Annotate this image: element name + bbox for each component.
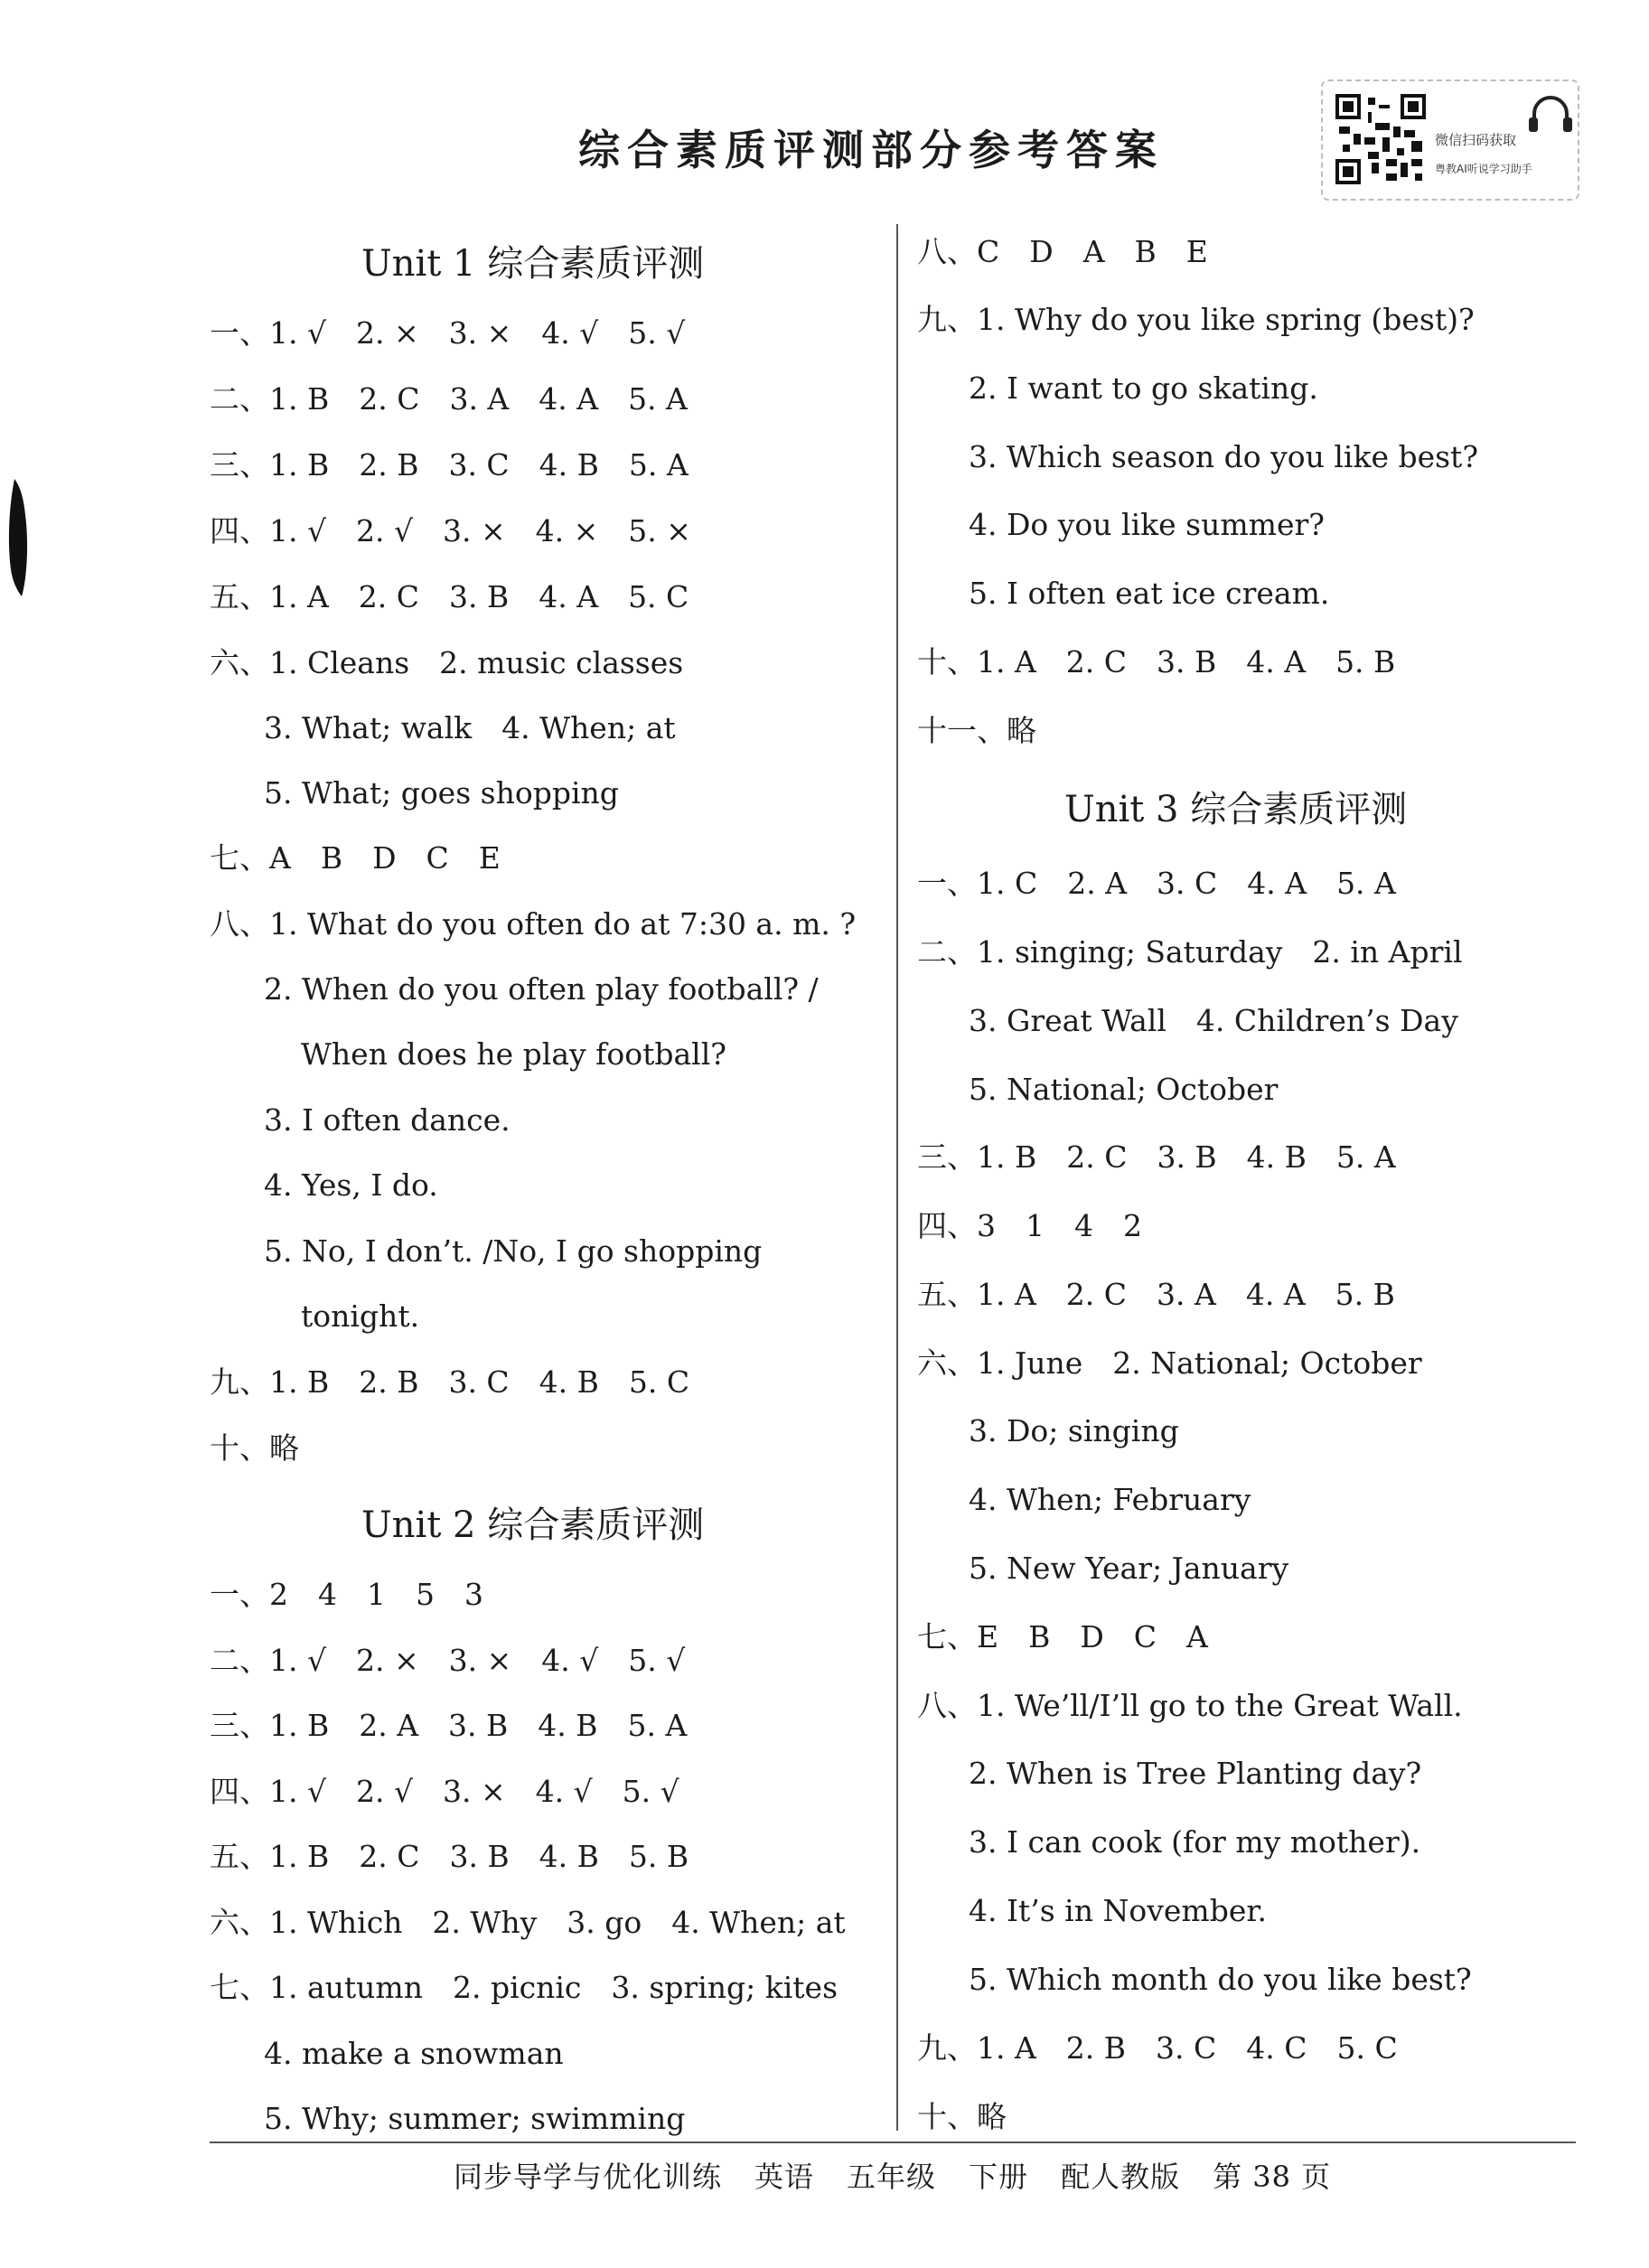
unit2-answer-line: 3. Which season do you like best?: [969, 439, 1479, 474]
unit3-answer-line: 六、1. June 2. National; October: [917, 1345, 1422, 1381]
unit1-answer-line: 五、1. A 2. C 3. B 4. A 5. C: [210, 579, 689, 614]
unit3-answer-line: 3. I can cook (for my mother).: [969, 1824, 1421, 1860]
unit3-answer-line: 5. National; October: [969, 1072, 1279, 1107]
unit3-answer-line: 八、1. We’ll/I’ll go to the Great Wall.: [917, 1688, 1463, 1723]
unit3-answer-line: 5. New Year; January: [969, 1551, 1289, 1586]
unit1-answer-line: 八、1. What do you often do at 7:30 a. m. ?: [210, 906, 857, 942]
unit1-title: Unit 1 综合素质评测: [361, 243, 705, 285]
unit3-answer-line: 4. When; February: [969, 1482, 1251, 1517]
unit3-answer-line: 三、1. B 2. C 3. B 4. B 5. A: [917, 1139, 1396, 1175]
unit2-answer-line: 六、1. Which 2. Why 3. go 4. When; at: [210, 1905, 846, 1940]
unit3-answer-line: 二、1. singing; Saturday 2. in April: [917, 934, 1463, 970]
unit2-answer-line: 4. Do you like summer?: [969, 507, 1325, 542]
unit2-answer-line: 一、2 4 1 5 3: [210, 1577, 483, 1612]
unit2-answer-line: 八、C D A B E: [917, 234, 1208, 269]
qr-code-panel[interactable]: [1321, 80, 1579, 201]
unit1-answer-line: 三、1. B 2. B 3. C 4. B 5. A: [210, 447, 689, 483]
footer-edition: 配人教版: [1061, 2160, 1181, 2194]
footer-volume: 下册: [969, 2160, 1029, 2194]
unit1-answer-line: 七、A B D C E: [210, 840, 501, 876]
unit2-answer-line: 二、1. √ 2. × 3. × 4. √ 5. √: [210, 1643, 686, 1678]
headphones-icon: [1523, 87, 1578, 141]
unit2-answer-line: 十、1. A 2. C 3. B 4. A 5. B: [917, 644, 1396, 679]
footer-subject: 英语: [754, 2160, 815, 2194]
unit1-answer-line: tonight.: [301, 1298, 420, 1334]
qr-caption-secondary: 粤教AI听说学习助手: [1435, 163, 1532, 175]
footer-grade: 五年级: [847, 2160, 937, 2194]
unit2-answer-line: 五、1. B 2. C 3. B 4. B 5. B: [210, 1839, 689, 1874]
unit2-answer-line: 三、1. B 2. A 3. B 4. B 5. A: [210, 1708, 688, 1743]
unit1-answer-line: 4. Yes, I do.: [264, 1167, 438, 1203]
scan-edge-mark: [5, 479, 31, 596]
unit2-answer-line: 七、1. autumn 2. picnic 3. spring; kites: [210, 1970, 839, 2005]
unit3-title: Unit 3 综合素质评测: [1064, 789, 1408, 830]
unit3-answer-line: 2. When is Tree Planting day?: [969, 1756, 1422, 1791]
page-title: 综合素质评测部分参考答案: [578, 126, 1164, 174]
unit3-answer-line: 3. Great Wall 4. Children’s Day: [969, 1003, 1458, 1038]
unit2-answer-line: 十一、略: [917, 713, 1036, 748]
column-divider: [896, 224, 898, 2131]
unit3-answer-line: 五、1. A 2. C 3. A 4. A 5. B: [917, 1277, 1395, 1312]
unit3-answer-line: 四、3 1 4 2: [917, 1208, 1142, 1243]
unit2-answer-line: 2. I want to go skating.: [969, 370, 1318, 406]
unit1-answer-line: 一、1. √ 2. × 3. × 4. √ 5. √: [210, 315, 686, 351]
footer-book-title: 同步导学与优化训练: [454, 2160, 723, 2194]
unit1-answer-line: 十、略: [210, 1430, 299, 1466]
unit1-answer-line: 九、1. B 2. B 3. C 4. B 5. C: [210, 1364, 690, 1400]
unit3-answer-line: 4. It’s in November.: [969, 1893, 1267, 1928]
unit3-answer-line: 3. Do; singing: [969, 1413, 1179, 1448]
unit1-answer-line: 3. I often dance.: [264, 1102, 511, 1138]
page-footer: [454, 2154, 1331, 2196]
unit1-answer-line: 二、1. B 2. C 3. A 4. A 5. A: [210, 381, 688, 417]
unit1-answer-line: 5. What; goes shopping: [264, 775, 619, 811]
unit2-answer-line: 四、1. √ 2. √ 3. × 4. √ 5. √: [210, 1774, 679, 1809]
unit1-answer-line: 六、1. Cleans 2. music classes: [210, 645, 684, 680]
unit2-answer-line: 5. I often eat ice cream.: [969, 576, 1330, 611]
unit1-answer-line: 四、1. √ 2. √ 3. × 4. × 5. ×: [210, 513, 691, 548]
unit2-answer-line: 4. make a snowman: [264, 2036, 564, 2071]
unit3-answer-line: 九、1. A 2. B 3. C 4. C 5. C: [917, 2030, 1398, 2066]
unit1-answer-line: 2. When do you often play football? /: [264, 971, 819, 1007]
unit2-answer-line: 九、1. Why do you like spring (best)?: [917, 302, 1475, 337]
unit1-answer-line: When does he play football?: [301, 1036, 726, 1072]
qr-code-icon[interactable]: [1335, 94, 1426, 184]
unit3-answer-line: 5. Which month do you like best?: [969, 1962, 1472, 1997]
unit1-answer-line: 3. What; walk 4. When; at: [264, 710, 676, 745]
unit1-answer-line: 5. No, I don’t. /No, I go shopping: [264, 1233, 763, 1269]
unit2-answer-line: 5. Why; summer; swimming: [264, 2101, 686, 2136]
page-number: 第 38 页: [1213, 2160, 1332, 2194]
footer-rule: [210, 2141, 1576, 2143]
unit3-answer-line: 十、略: [917, 2099, 1007, 2134]
qr-caption-primary: 微信扫码获取: [1435, 132, 1517, 148]
unit3-answer-line: 一、1. C 2. A 3. C 4. A 5. A: [917, 866, 1396, 901]
unit3-answer-line: 七、E B D C A: [917, 1619, 1208, 1654]
unit2-title: Unit 2 综合素质评测: [361, 1504, 705, 1546]
